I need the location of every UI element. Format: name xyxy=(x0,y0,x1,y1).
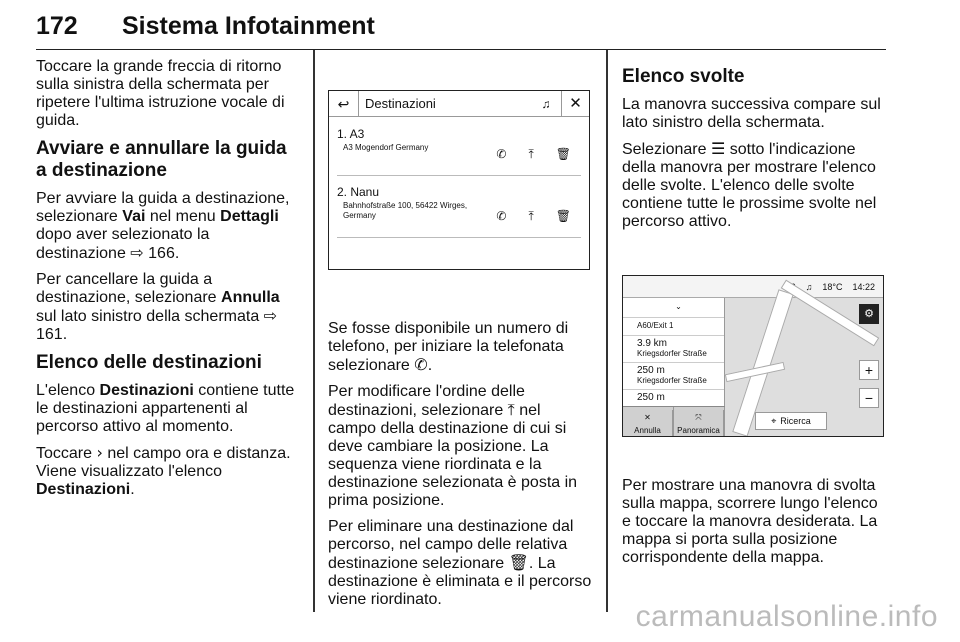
chevron-down-icon: ⌄ xyxy=(623,298,724,318)
settings-icon: ⚙ xyxy=(859,304,879,324)
column-divider xyxy=(606,50,608,612)
location-icon: ⌖ xyxy=(771,416,777,426)
phone-icon: ✆ xyxy=(496,209,507,223)
paragraph: Per avviare la guida a destinazione, selezionare Vai nel menu Dettagli dopo aver selezionato la destinazione ⇨ 166. xyxy=(36,190,290,262)
column-right xyxy=(622,58,886,575)
paragraph: Toccare la grande freccia di ritorno sulla sinistra della schermata per ripetere l'ultima istruzione vocale di guida. xyxy=(36,58,285,129)
destination-item: 2. Nanu Bahnhofstraße 100, 56422 Wirges, Germany xyxy=(337,185,468,220)
trash-icon: 🗑 xyxy=(555,147,571,161)
heading-turn-list: Elenco svolte xyxy=(622,66,745,87)
close-icon: ✕ xyxy=(561,91,589,117)
chevron-right-icon: › xyxy=(96,443,103,462)
section-title: Sistema Infotainment xyxy=(122,12,375,40)
cancel-button: ✕ Annulla xyxy=(623,407,674,436)
turn-list: ⌄ A60/Exit 1 3.9 km Kriegsdorfer Straße 250 m Kriegsdorfer Straße 250 m xyxy=(623,298,725,408)
destinations-screenshot xyxy=(328,90,590,270)
move-top-icon: ⤒ xyxy=(528,209,534,223)
heading-destination-list: Elenco delle destinazioni xyxy=(36,352,262,373)
status-bar xyxy=(623,276,883,298)
paragraph: Per modificare l'ordine delle destinazioni, selezionare ⤒ nel campo della destinazione di cui si deve cambiare la posizione. La sequenza viene riordinata e la destinazione selezionata è posta in prima posizione. xyxy=(328,383,578,509)
paragraph: Per eliminare una destinazione dal percorso, nel campo delle relativa destinazione selezionare 🗑. La destinazione è eliminata e il percorso viene riordinato. xyxy=(328,518,592,608)
page-number: 172 xyxy=(36,12,78,40)
heading-guidance: Avviare e annullare la guida a destinazione xyxy=(36,138,287,181)
paragraph: Selezionare ☰ sotto l'indicazione della manovra per mostrare l'elenco delle svolte. L'elenco delle svolte contiene tutte le prossime svolte nel percorso attivo. xyxy=(622,139,877,230)
back-arrow-icon: ↩ xyxy=(329,91,359,117)
destination-item: 1. A3 A3 Mogendorf Germany xyxy=(337,127,429,152)
item-actions xyxy=(496,207,571,225)
search-button: ⌖ Ricerca xyxy=(755,412,827,430)
reference-arrow-icon: ⇨ xyxy=(130,243,144,262)
bottom-buttons xyxy=(623,406,725,436)
trash-icon: 🗑 xyxy=(555,209,571,223)
divider xyxy=(337,237,581,238)
divider xyxy=(337,175,581,176)
page-header xyxy=(36,6,886,50)
trash-icon: 🗑 xyxy=(508,553,529,572)
item-actions xyxy=(496,145,571,163)
clock: 14:22 xyxy=(852,281,875,292)
column-divider xyxy=(313,50,315,612)
reference-arrow-icon: ⇨ xyxy=(263,306,278,325)
temperature: 18°C xyxy=(822,281,843,292)
move-top-icon: ⤒ xyxy=(528,147,534,161)
music-icon: ♫ xyxy=(805,281,813,292)
screen-title: Destinazioni xyxy=(365,95,436,111)
phone-icon: ✆ xyxy=(496,147,507,161)
watermark: carmanualsonline.info xyxy=(635,600,938,633)
column-middle xyxy=(328,58,592,617)
phone-icon: ✆ xyxy=(414,355,428,374)
paragraph: Per mostrare una manovra di svolta sulla mappa, scorrere lungo l'elenco e toccare la manovra desiderata. La mappa si porta sulla posizione corrispondente della mappa. xyxy=(622,477,878,566)
zoom-in-icon: + xyxy=(859,360,879,380)
navigation-screenshot xyxy=(622,275,884,437)
list-icon: ☰ xyxy=(710,139,726,158)
paragraph: La manovra successiva compare sul lato sinistro della schermata. xyxy=(622,96,881,131)
paragraph: Per cancellare la guida a destinazione, selezionare Annulla sul lato sinistro della schermata ⇨ 161. xyxy=(36,271,280,343)
paragraph: L'elenco Destinazioni contiene tutte le destinazioni appartenenti al percorso attivo al momento. xyxy=(36,382,295,435)
paragraph: Se fosse disponibile un numero di telefono, per iniziare la telefonata selezionare ✆. xyxy=(328,320,569,374)
paragraph: Toccare › nel campo ora e distanza. Viene visualizzato l'elenco Destinazioni. xyxy=(36,443,291,498)
move-top-icon: ⤒ xyxy=(507,400,515,419)
zoom-out-icon: − xyxy=(859,388,879,408)
music-icon: ♫ xyxy=(541,96,551,111)
overview-button: ⤧ Panoramica xyxy=(674,407,725,436)
column-left xyxy=(36,58,298,507)
